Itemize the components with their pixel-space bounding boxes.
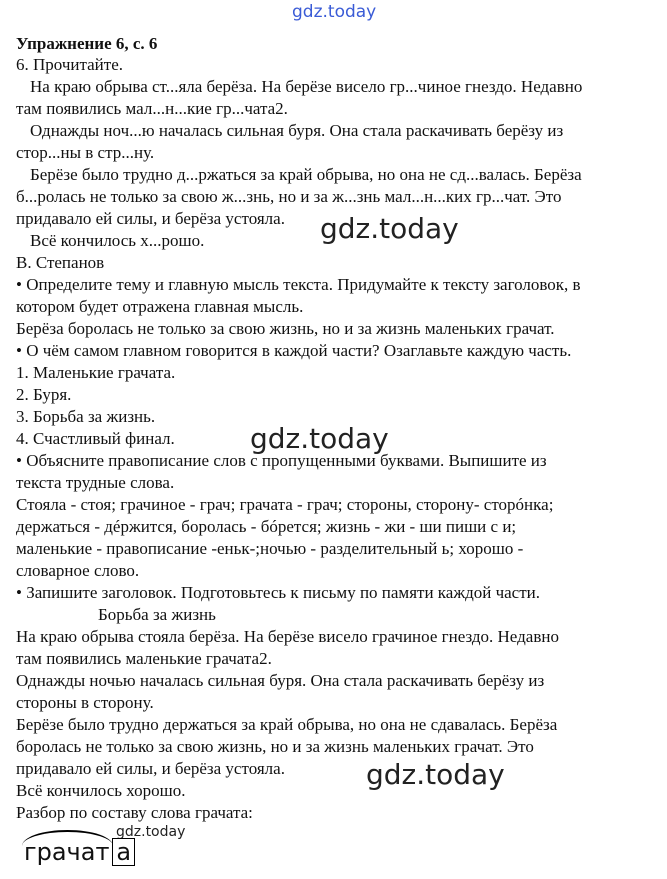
watermark-top: gdz.today xyxy=(292,2,377,22)
source-text-line: придавало ей силы, и берёза устояла. xyxy=(16,209,285,228)
answer-line: словарное слово. xyxy=(16,561,140,580)
source-text-line: б...ролась не только за свою ж...знь, но и за ж...знь мал...н...ких гр...чат. Это xyxy=(16,187,562,206)
dictation-line: боролась не только за свою жизнь, но и за жизнь маленьких грачат. Это xyxy=(16,737,534,756)
answer-line: держаться - дéржится, боролась - бóрется; жизнь - жи - ши пиши с и; xyxy=(16,517,517,536)
question-line: текста трудные слова. xyxy=(16,473,175,492)
source-text-line: На краю обрыва ст...яла берёза. На берёзе висело гр...чиное гнездо. Недавно xyxy=(30,77,583,96)
source-text-line: Всё кончилось х...рошо. xyxy=(30,231,205,250)
source-text-line: стор...ны в стр...ну. xyxy=(16,143,155,162)
question-line: • Определите тему и главную мысль текста. Придумайте к тексту заголовок, в xyxy=(16,275,581,294)
word-ending: а xyxy=(112,838,135,866)
answer-line: маленькие - правописание -еньк-;ночью - разделительный ь; хорошо - xyxy=(16,539,524,558)
source-text-line: Берёзе было трудно д...ржаться за край обрыва, но она не сд...валась. Берёза xyxy=(30,165,582,184)
list-item: 4. Счастливый финал. xyxy=(16,429,175,448)
list-item: 3. Борьба за жизнь. xyxy=(16,407,156,426)
question-line: • Запишите заголовок. Подготовьтесь к письму по памяти каждой части. xyxy=(16,583,540,602)
dictation-line: Берёзе было трудно держаться за край обрыва, но она не сдавалась. Берёза xyxy=(16,715,558,734)
source-text-line: там появились мал...н...кие гр...чата2. xyxy=(16,99,288,118)
watermark-small: gdz.today xyxy=(116,824,186,840)
dictation-line: Всё кончилось хорошо. xyxy=(16,781,186,800)
list-item: 2. Буря. xyxy=(16,385,72,404)
task-line: 6. Прочитайте. xyxy=(16,55,123,74)
root-arc-icon xyxy=(22,830,113,846)
dictation-line: На краю обрыва стояла берёза. На берёзе висело грачиное гнездо. Недавно xyxy=(16,627,559,646)
morphology-caption: Разбор по составу слова грачата: xyxy=(16,803,253,822)
watermark: gdz.today xyxy=(320,212,459,245)
answer-line: Стояла - стоя; грачиное - грач; грачата - грач; стороны, сторону- сторóнка; xyxy=(16,495,554,514)
watermark: gdz.today xyxy=(250,422,389,455)
dictation-line: Однажды ночью началась сильная буря. Она стала раскачивать берёзу из xyxy=(16,671,545,690)
dictation-line: там появились маленькие грачата2. xyxy=(16,649,272,668)
dictation-line: стороны в сторону. xyxy=(16,693,154,712)
question-line: • Объясните правописание слов с пропущенными буквами. Выпишите из xyxy=(16,451,547,470)
morphology-diagram xyxy=(24,838,135,866)
answer-line: Берёза боролась не только за свою жизнь, но и за жизнь маленьких грачат. xyxy=(16,319,555,338)
source-text-line: Однажды ноч...ю началась сильная буря. Она стала раскачивать берёзу из xyxy=(30,121,564,140)
watermark: gdz.today xyxy=(366,758,505,791)
list-item: 1. Маленькие грачата. xyxy=(16,363,176,382)
question-line: котором будет отражена главная мысль. xyxy=(16,297,304,316)
section-heading: Борьба за жизнь xyxy=(98,605,216,624)
root-text: грачат xyxy=(24,838,110,866)
author-line: В. Степанов xyxy=(16,253,105,272)
question-line: • О чём самом главном говорится в каждой части? Озаглавьте каждую часть. xyxy=(16,341,572,360)
exercise-title: Упражнение 6, с. 6 xyxy=(16,34,158,53)
dictation-line: придавало ей силы, и берёза устояла. xyxy=(16,759,285,778)
word-root xyxy=(24,838,109,866)
